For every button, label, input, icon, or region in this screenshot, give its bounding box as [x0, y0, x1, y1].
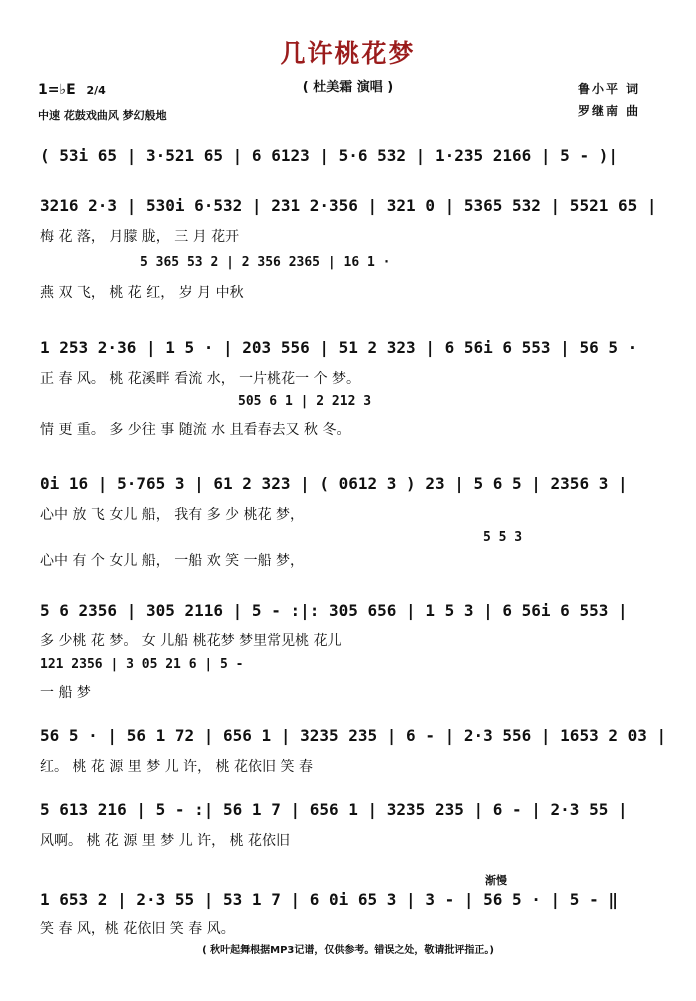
song-title: 几许桃花梦 — [280, 39, 416, 68]
lyric-row-3-verse-1: 心中 放 飞 女儿 船， 我有 多 少 桃花 梦， — [40, 507, 305, 523]
lyric-row-7: 笑 春 风，桃 花依旧 笑 春 风。 — [40, 921, 235, 937]
staff-row-5: 56 5 · | 56 1 72 | 656 1 | 3235 235 | 6 - | 2·3 556 | 1653 2 03 | — [40, 726, 667, 745]
tempo-slow-marking: 渐慢 — [485, 874, 507, 887]
lyric-row-2-verse-1: 正 春 风。 桃 花溪畔 看流 水， 一片桃花一 个 梦。 — [40, 371, 361, 387]
staff-row-1: 3216 2·3 | 530i 6·532 | 231 2·356 | 321 0 | 5365 532 | 5521 65 | — [40, 196, 657, 215]
lyric-row-1-verse-1: 梅 花 落， 月朦 胧， 三 月 花开 — [40, 229, 240, 245]
staff-row-1-alt: 5 365 53 2 | 2 356 2365 | 16 1 · — [140, 255, 391, 270]
lyric-row-2-verse-2: 情 更 重。 多 少往 事 随流 水 且看春去又 秋 冬。 — [40, 422, 351, 438]
staff-row-intro: ( 53i 65 | 3·521 65 | 6 6123 | 5·6 532 | 1·235 2166 | 5 - )| — [40, 146, 618, 165]
composer-credit: 罗继南 曲 — [578, 104, 641, 118]
lyric-row-5: 红。 桃 花 源 里 梦 儿 许， 桃 花依旧 笑 春 — [40, 759, 313, 775]
lyric-row-1-verse-2: 燕 双 飞， 桃 花 红， 岁 月 中秋 — [40, 285, 244, 301]
staff-row-6: 5 613 216 | 5 - :| 56 1 7 | 656 1 | 3235 235 | 6 - | 2·3 55 | — [40, 800, 628, 819]
staff-row-4: 5 6 2356 | 305 2116 | 5 - :|: 305 656 | 1 5 3 | 6 56i 6 553 | — [40, 601, 628, 620]
key-signature — [38, 82, 106, 98]
staff-row-7: 1 653 2 | 2·3 55 | 53 1 7 | 6 0i 65 3 | 3 - | 56 5 · | 5 - ‖ — [40, 890, 618, 909]
footnote: ( 秋叶起舞根据MP3记谱，仅供参考。错误之处，敬请批评指正。) — [202, 945, 494, 956]
key-label: 1=♭E — [38, 82, 76, 98]
staff-row-2-alt: 505 6 1 | 2 212 3 — [238, 394, 372, 409]
time-signature: 2/4 — [86, 84, 106, 97]
tempo-marking: 中速 花鼓戏曲风 梦幻般地 — [38, 109, 167, 122]
staff-row-4-alt: 121 2356 | 3 05 21 6 | 5 - — [40, 657, 244, 672]
lyric-row-3-verse-2: 心中 有 个 女儿 船， 一船 欢 笑 一船 梦， — [40, 553, 305, 569]
staff-row-3: 0i 16 | 5·765 3 | 61 2 323 | ( 0612 3 ) 23 | 5 6 5 | 2356 3 | — [40, 474, 628, 493]
lyric-row-4-verse-2: 一 船 梦 — [40, 685, 91, 701]
lyric-row-4-verse-1: 多 少桃 花 梦。 女 儿船 桃花梦 梦里常见桃 花儿 — [40, 633, 342, 649]
lyricist-credit: 鲁小平 词 — [578, 82, 641, 96]
staff-row-2: 1 253 2·36 | 1 5 · | 203 556 | 51 2 323 | 6 56i 6 553 | 56 5 · — [40, 338, 638, 357]
staff-row-3-alt: 5 5 3 — [483, 530, 523, 545]
lyric-row-6: 风啊。 桃 花 源 里 梦 儿 许， 桃 花依旧 — [40, 833, 291, 849]
singer-credit: ( 杜美霜 演唱 ) — [302, 80, 394, 95]
